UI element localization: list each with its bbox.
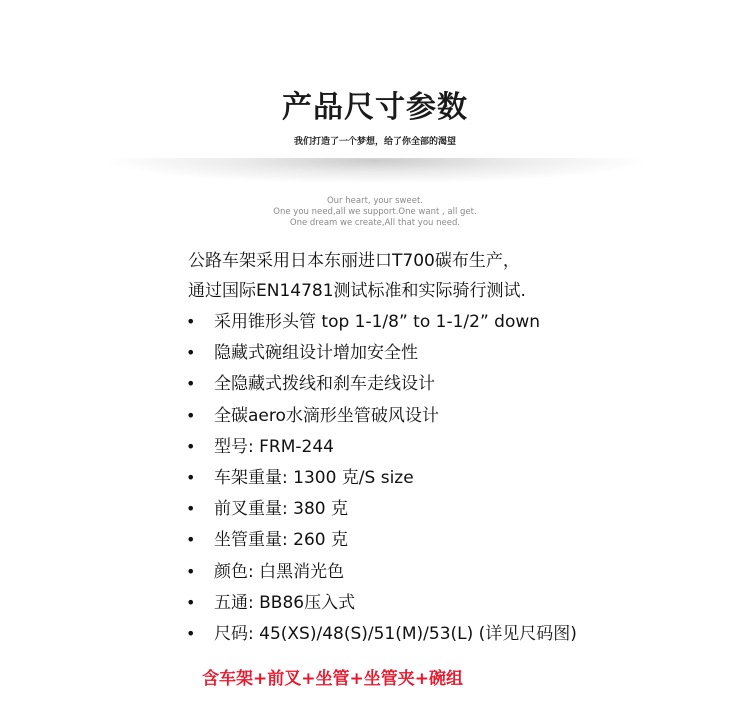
spec-item: [186, 368, 577, 399]
spec-item: [186, 524, 577, 555]
header-shadow-divider: [100, 158, 650, 184]
spec-text: 五通: BB86压入式: [214, 592, 356, 613]
spec-text: 尺码: 45(XS)/48(S)/51(M)/53(L) (详见尺码图): [214, 623, 577, 644]
spec-text: 车架重量: 1300 克/S size: [214, 467, 414, 488]
bullet-icon: •: [186, 467, 196, 487]
bullet-icon: •: [186, 436, 196, 456]
bullet-icon: •: [186, 530, 196, 550]
slogan-line: One you need,all we support.One want , all get.: [273, 207, 477, 217]
bullet-icon: •: [186, 592, 196, 612]
slogan-block: [0, 196, 750, 229]
package-contents-note: 含车架+前叉+坐管+坐管夹+碗组: [202, 669, 463, 689]
spec-text: 采用锥形头管 top 1-1/8” to 1-1/2” down: [214, 312, 541, 332]
spec-text: 全碳aero水滴形坐管破风设计: [214, 405, 439, 426]
spec-text: 前叉重量: 380 克: [214, 499, 348, 520]
slogan-line: One dream we create,All that you need.: [289, 218, 461, 228]
spec-list: [186, 306, 577, 649]
bullet-icon: •: [186, 623, 196, 643]
spec-text: 隐藏式碗组设计增加安全性: [214, 343, 418, 364]
page-title: 产品尺寸参数: [282, 90, 468, 125]
intro-line: 通过国际EN14781测试标准和实际骑行测试.: [188, 281, 526, 301]
page-subtitle: 我们打造了一个梦想，给了你全部的渴望: [293, 137, 456, 147]
bullet-icon: •: [186, 312, 196, 331]
spec-text: 坐管重量: 260 克: [214, 530, 348, 551]
bullet-icon: •: [186, 499, 196, 519]
spec-item: [186, 431, 577, 462]
spec-item: [186, 306, 577, 337]
spec-text: 全隐藏式拨线和刹车走线设计: [214, 374, 435, 395]
spec-text: 型号: FRM-244: [214, 436, 334, 457]
bullet-icon: •: [186, 405, 196, 425]
bullet-icon: •: [186, 374, 196, 394]
spec-item: [186, 493, 577, 524]
spec-item: [186, 462, 577, 493]
spec-item: [186, 337, 577, 368]
spec-item: [186, 587, 577, 618]
bullet-icon: •: [186, 561, 196, 581]
intro-text: [188, 246, 526, 306]
spec-item: [186, 400, 577, 431]
spec-item: [186, 556, 577, 587]
bullet-icon: •: [186, 343, 196, 363]
spec-item: [186, 618, 577, 649]
slogan-line: Our heart, your sweet.: [326, 196, 424, 206]
intro-line: 公路车架采用日本东丽进口T700碳布生产，: [188, 251, 520, 271]
spec-text: 颜色: 白黑消光色: [214, 561, 345, 582]
